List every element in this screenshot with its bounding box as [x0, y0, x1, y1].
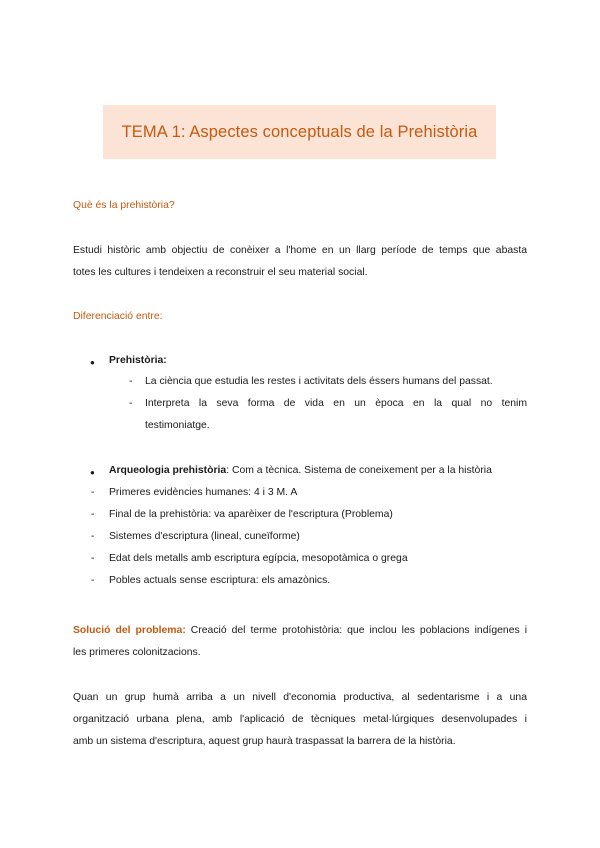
prehistoria-item-1: La ciència que estudia les restes i activitats dels éssers humans del passat. [145, 376, 493, 387]
bullet-icon: ● [90, 358, 95, 367]
solution-text: Creació del terme protohistòria: que inclou les poblacions indígenes i [185, 625, 528, 636]
title-box [103, 105, 496, 159]
dash-icon: - [129, 376, 133, 387]
definition-line-1: Estudi històric amb objectiu de conèixer a l'home en un llarg període de temps que abasta [73, 245, 527, 256]
prehistoria-item-2: Interpreta la seva forma de vida en un època en la qual no tenim [145, 398, 527, 409]
dash-icon: - [91, 531, 95, 542]
dash-item-4: Edat dels metalls amb escriptura egípcia, mesopotàmica o grega [109, 553, 408, 564]
section-heading-differentiation: Diferenciació entre: [73, 311, 163, 322]
solution-line-2: les primeres colonitzacions. [73, 647, 201, 658]
solution-line-1 [73, 620, 527, 642]
dash-icon: - [91, 509, 95, 520]
history-line-1: Quan un grup humà arriba a un nivell d'economia productiva, al sedentarisme i a una [73, 692, 527, 703]
history-line-2: organització urbana plena, amb l'aplicació de tècniques metal·lúrgiques desenvolupades i [73, 714, 527, 725]
arqueologia-line [109, 465, 492, 476]
dash-icon: - [129, 398, 133, 409]
dash-item-2: Final de la prehistòria: va aparèixer de l'escriptura (Problema) [109, 509, 393, 520]
prehistoria-item-2-cont: testimoniatge. [145, 420, 210, 431]
arqueologia-text: : Com a tècnica. Sistema de coneixement per a la història [226, 465, 492, 476]
prehistoria-label: Prehistòria: [109, 355, 167, 366]
dash-item-1: Primeres evidències humanes: 4 i 3 M. A [109, 487, 298, 498]
dash-item-3: Sistemes d'escriptura (lineal, cuneïforme) [109, 531, 300, 542]
dash-icon: - [91, 575, 95, 586]
page-title: TEMA 1: Aspectes conceptuals de la Prehistòria [121, 122, 478, 141]
definition-line-2: totes les cultures i tendeixen a reconstruir el seu material social. [73, 267, 368, 278]
dash-icon: - [91, 487, 95, 498]
dash-item-5: Pobles actuals sense escriptura: els amazònics. [109, 575, 331, 586]
history-line-3: amb un sistema d'escriptura, aquest grup haurà traspassat la barrera de la història. [73, 736, 456, 747]
arqueologia-label: Arqueologia prehistòria [109, 465, 227, 476]
bullet-icon: ● [90, 468, 95, 477]
solution-label: Solució del problema: [73, 625, 186, 636]
dash-icon: - [91, 553, 95, 564]
section-heading-what-is: Què és la prehistòria? [73, 200, 175, 211]
